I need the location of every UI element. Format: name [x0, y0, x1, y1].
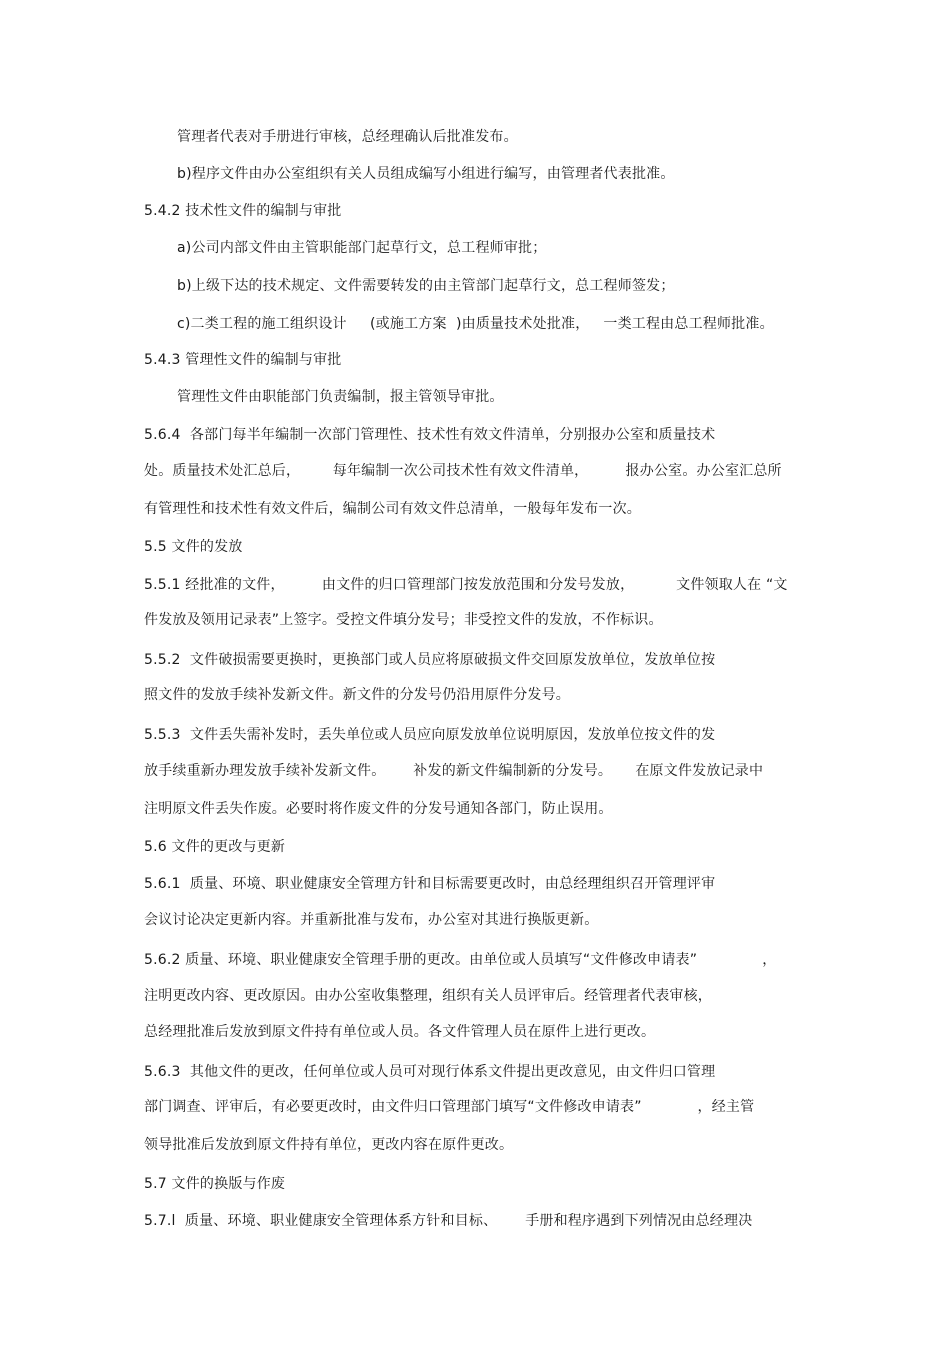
paragraph-line: 总经理批准后发放到原文件持有单位或人员。各文件管理人员在原件上进行更改。	[144, 1024, 656, 1040]
paragraph-line: 5.5.1 经批准的文件， 由文件的归口管理部门按发放范围和分发号发放， 文件领取人在 “文	[144, 577, 788, 593]
section-heading: 5.4.2 技术性文件的编制与审批	[144, 203, 342, 219]
paragraph-line: 5.6.4 各部门每半年编制一次部门管理性、技术性有效文件清单，分别报办公室和质量技术	[144, 427, 716, 443]
paragraph-line: 注明更改内容、更改原因。由办公室收集整理，组织有关人员评审后。经管理者代表审核，	[144, 988, 712, 1004]
paragraph-line: b)程序文件由办公室组织有关人员组成编写小组进行编写，由管理者代表批准。	[177, 166, 675, 182]
paragraph-line: 会议讨论决定更新内容。并重新批准与发布，办公室对其进行换版更新。	[144, 912, 599, 928]
paragraph-line: 5.7.l 质量、环境、职业健康安全管理体系方针和目标、 手册和程序遇到下列情况由总经理决	[144, 1213, 753, 1229]
paragraph-line: 照文件的发放手续补发新文件。新文件的分发号仍沿用原件分发号。	[144, 687, 570, 703]
paragraph-line: 注明原文件丢失作废。必要时将作废文件的分发号通知各部门，防止误用。	[144, 801, 613, 817]
section-heading: 5.7 文件的换版与作废	[144, 1176, 286, 1192]
paragraph-line: c)二类工程的施工组织设计 (或施工方案 )由质量技术处批准， 一类工程由总工程师批准。	[177, 316, 774, 332]
paragraph-line: 放手续重新办理发放手续补发新文件。 补发的新文件编制新的分发号。 在原文件发放记录中	[144, 763, 764, 779]
paragraph-line: 领导批准后发放到原文件持有单位，更改内容在原件更改。	[144, 1137, 514, 1153]
paragraph-line: 有管理性和技术性有效文件后，编制公司有效文件总清单，一般每年发布一次。	[144, 501, 641, 517]
paragraph-line: 5.6.3 其他文件的更改，任何单位或人员可对现行体系文件提出更改意见，由文件归口管理	[144, 1064, 716, 1080]
section-heading: 5.6 文件的更改与更新	[144, 839, 286, 855]
paragraph-line: 5.5.3 文件丢失需补发时，丢失单位或人员应向原发放单位说明原因，发放单位按文件的发	[144, 727, 716, 743]
paragraph-line: 管理性文件由职能部门负责编制，报主管领导审批。	[177, 389, 504, 405]
section-heading: 5.4.3 管理性文件的编制与审批	[144, 352, 342, 368]
paragraph-line: 5.6.2 质量、环境、职业健康安全管理手册的更改。由单位或人员填写“文件修改申请表” ，	[144, 952, 777, 968]
paragraph-line: a)公司内部文件由主管职能部门起草行文，总工程师审批；	[177, 240, 547, 256]
section-heading: 5.5 文件的发放	[144, 539, 243, 555]
paragraph-line: 管理者代表对手册进行审核，总经理确认后批准发布。	[177, 129, 518, 145]
paragraph-line: 件发放及领用记录表”上签字。受控文件填分发号；非受控文件的发放，不作标识。	[144, 612, 663, 628]
paragraph-line: 处。质量技术处汇总后， 每年编制一次公司技术性有效文件清单， 报办公室。办公室汇总所	[144, 463, 782, 479]
paragraph-line: b)上级下达的技术规定、文件需要转发的由主管部门起草行文，总工程师签发；	[177, 278, 675, 294]
paragraph-line: 5.6.1 质量、环境、职业健康安全管理方针和目标需要更改时，由总经理组织召开管理评审	[144, 876, 716, 892]
paragraph-line: 部门调查、评审后，有必要更改时，由文件归口管理部门填写“文件修改申请表” ，经主管	[144, 1099, 755, 1115]
paragraph-line: 5.5.2 文件破损需要更换时，更换部门或人员应将原破损文件交回原发放单位，发放单位按	[144, 652, 716, 668]
